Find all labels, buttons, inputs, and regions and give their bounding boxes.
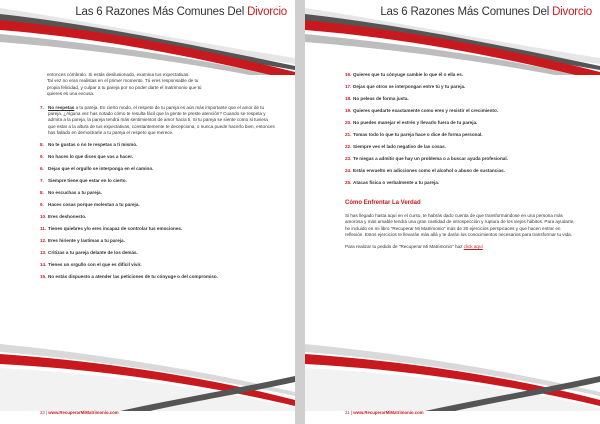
- item-text: No haces lo que dices que vas a hacer.: [48, 154, 134, 160]
- item-number: 13.: [40, 250, 47, 256]
- item-text: Tienes quiebres y/o eres incapaz de controlar tus emociones.: [48, 226, 183, 232]
- list-item: [345, 144, 580, 150]
- order-link[interactable]: click aquí: [463, 244, 483, 250]
- list-item: [40, 250, 275, 256]
- item-number: 16.: [345, 72, 352, 77]
- list-item: [40, 190, 275, 196]
- item-number: 10.: [40, 214, 47, 220]
- item-number: 17.: [345, 84, 352, 89]
- item-number: 20.: [345, 120, 352, 125]
- item-text: Haces cosas porque molestan a tu pareja.: [48, 202, 140, 208]
- item-text: No puedes manejar el estrés y llevarlo fuera de tu pareja.: [353, 120, 478, 125]
- item-text: Estás envuelto en adicciones como el alcohol o abuso de sustancias.: [353, 168, 505, 173]
- intro-line: propia felicidad, y culpar a tu pareja por no poder darte el matrimonio que tú: [47, 84, 202, 90]
- item-number: 22.: [345, 144, 352, 149]
- footer-site-link[interactable]: www.RecuperarMiMatrimonio.com: [353, 410, 424, 415]
- section-heading: Cómo Enfrentar La Verdad: [345, 200, 421, 207]
- order-paragraph: Para realizar tu pedido de "Recuperar Mi Matrimonio" haz click aquí: [345, 244, 483, 250]
- item-text: Tienes un orgullo con el que es difícil vivir.: [48, 262, 142, 268]
- page-footer: 23 | www.RecuperarMiMatrimonio.com: [40, 410, 119, 415]
- item-number: 11.: [40, 226, 47, 232]
- item-number: 21.: [345, 132, 352, 137]
- item-number: 25.: [345, 180, 352, 185]
- item-text: Te niegas a admitir que hay un problema o a buscar ayuda profesional.: [353, 156, 508, 161]
- intro-line: entonces cómbralo. Si estás desilusionado, examina tus expectativas.: [47, 72, 190, 77]
- item-number: 12.: [40, 238, 47, 244]
- list-item: [40, 142, 275, 148]
- item-number: 23.: [345, 156, 352, 161]
- page-number: 21: [345, 410, 350, 415]
- item-number: 9.: [40, 202, 44, 208]
- intro-line: quieres es una excusa.: [47, 91, 95, 97]
- list-item: [345, 132, 580, 138]
- intro-line: Tal vez no eran realistas en el primer momento. Tú eres responsable de tu: [47, 78, 199, 84]
- list-item: [40, 166, 275, 172]
- item-text: No escuchas a tu pareja.: [48, 190, 102, 196]
- item-number: 14.: [40, 262, 47, 268]
- footer-swoosh-graphic: [0, 336, 295, 411]
- left-content: [40, 72, 275, 286]
- document-title: Las 6 Razones Más Comunes Del Divorcio: [380, 6, 592, 18]
- list-item: [40, 274, 275, 280]
- list-item: [40, 214, 275, 220]
- item-text: Critizas a tu pareja delante de los demás.: [48, 250, 138, 256]
- item-text: No te gustas o no te respetas a ti mismo.: [48, 142, 138, 148]
- item-text: Dejas que otros se interpongan entre tú y tu pareja.: [353, 84, 466, 89]
- right-page: [305, 0, 600, 424]
- item-number: 8.: [40, 190, 44, 196]
- item-text: Dejas que el orgullo se interponga en el camino.: [48, 166, 154, 172]
- left-page: [0, 0, 295, 424]
- item-text: Quieres que tu cónyuge cambie lo que él o ella es.: [353, 72, 464, 77]
- item-number: 9.: [40, 154, 44, 160]
- item-number: 24.: [345, 168, 352, 173]
- list-item: [345, 84, 580, 90]
- list-item: [40, 202, 275, 208]
- body-paragraph: Si has llegado hasta aquí en el curso, te habrás dado cuenta de que transformándose en una persona más amorosa y más amable tendrá una gran cantidad de introspección y ruptura de los viejos hábitos. Para ayudarte, he incluido en mi libro "Recuperar Mi Matrimonio" más de 30 ejercicios perspicaces y que hacen entrar en reflexión. Estos ejercicios te llevarán más allá y te darán los conocimientos necesarios para transformar tu vida.: [345, 212, 575, 238]
- right-content: [345, 72, 580, 257]
- list-item: [40, 262, 275, 268]
- item-number: 15.: [40, 274, 47, 280]
- list-item: [345, 120, 580, 126]
- list-item: [345, 96, 580, 102]
- item-text: No estás dispuesto a atender las peticiones de tu cónyuge o del compromiso.: [48, 274, 219, 280]
- list-item: [345, 108, 580, 114]
- item-number: 19.: [345, 108, 352, 113]
- intro-paragraph: [40, 72, 275, 98]
- item-text: Siempre ves el lado negativo de las cosas.: [353, 144, 446, 149]
- document-title: Las 6 Razones Más Comunes Del Divorcio: [75, 6, 287, 18]
- list-item: [345, 72, 580, 78]
- list-item: [345, 156, 580, 162]
- item-number: 8.: [40, 142, 44, 148]
- item-number: 7.: [40, 178, 44, 184]
- footer-site-link[interactable]: www.RecuperarMiMatrimonio.com: [48, 410, 119, 415]
- page-footer: 21 | www.RecuperarMiMatrimonio.com: [345, 410, 424, 415]
- list-item: [345, 168, 580, 174]
- list-item: [40, 238, 275, 244]
- footer-swoosh-graphic: [305, 336, 600, 411]
- list-item: [40, 226, 275, 232]
- item-text: No respetas a tu pareja. En cierto modo, el respeto de tu pareja es aún más importante que el amor de tu pareja. ¿Alguna vez has notado cómo te resulta fácil que la gente te preste atención? Cuando se respeta y admira a la pareja, la pareja tendrá más sentimientos de amor hacia ti. Si tu pareja se siente como si tuviera que estar a la altura de tus expectativas, constantemente te decepciona, o nunca puede hacerlo bien, entonces has fallado en demostrarle a tu pareja el respeto que merece.: [48, 104, 275, 136]
- item-text: No peleas de forma justa.: [353, 96, 409, 101]
- item-text: Tomas todo lo que tu pareja hace o dice de forma personal.: [353, 132, 483, 137]
- list-item: [40, 105, 275, 137]
- page-number: 23: [40, 410, 45, 415]
- item-number: 6.: [40, 166, 44, 172]
- item-number: 18.: [345, 96, 352, 101]
- item-text: Atacas física o verbalmente a tu pareja.: [353, 180, 440, 185]
- item-text: Siempre tiene que estar en lo cierto.: [48, 178, 127, 184]
- list-item: [345, 180, 580, 186]
- item-number: 7.: [40, 104, 44, 110]
- list-item: [40, 178, 275, 184]
- item-text: Eres deshonesto.: [48, 214, 87, 220]
- list-item: [40, 154, 275, 160]
- item-text: Eres hiriente y lastimas a tu pareja.: [48, 238, 125, 244]
- item-text: Quieres quedarte exactamente como eres y resistir el crecimiento.: [353, 108, 499, 113]
